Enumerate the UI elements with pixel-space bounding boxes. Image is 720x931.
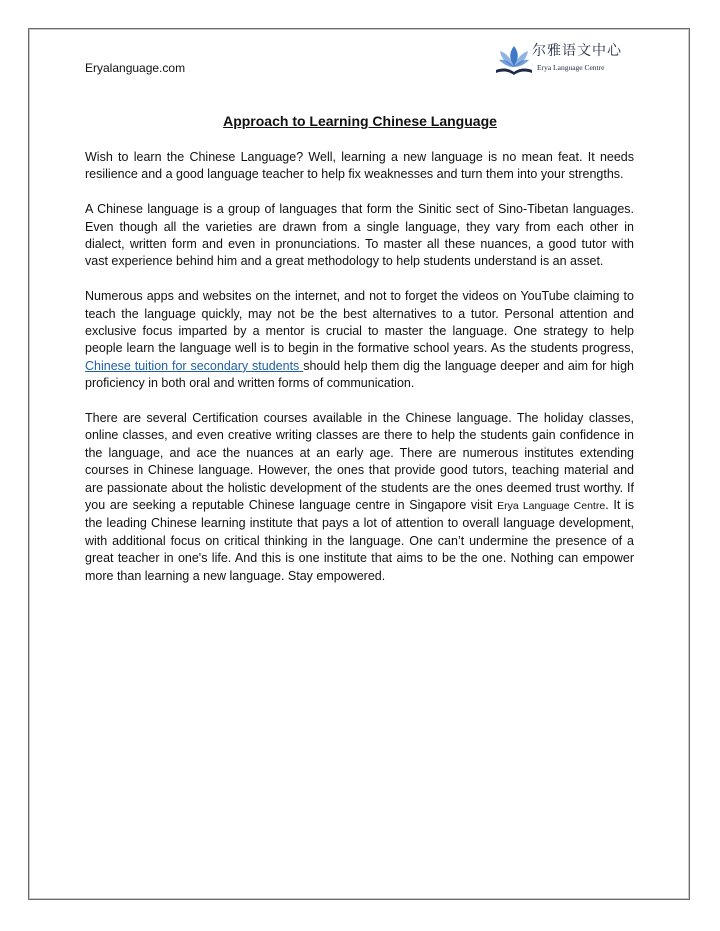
logo-chinese-text: 尔雅语文中心 (532, 43, 622, 59)
erya-centre-mention: Erya Language Centre (497, 500, 606, 513)
paragraph-3-text-b: should help them dig the language deeper and aim for high proficiency in both oral and written forms of communication. (85, 358, 634, 391)
chinese-tuition-link[interactable]: Chinese tuition for secondary students (85, 358, 304, 373)
paragraph-2: A Chinese language is a group of languages that form the Sinitic sect of Sino-Tibetan languages. Even though all the varieties are drawn from a single language, they vary from each other in dialect, written form and even in pronunciations. To master all these nuances, a good tutor with vast experience behind him and a great methodology to help students understand is an asset. (85, 202, 634, 269)
paragraph-4 (85, 410, 634, 585)
logo-english-text: Erya Language Centre (537, 63, 605, 72)
paragraph-1: Wish to learn the Chinese Language? Well, learning a new language is no mean feat. It needs resilience and a good language teacher to help fix weaknesses and turn them into your strengths. (85, 150, 634, 182)
erya-logo (492, 40, 632, 80)
paragraph-4-text-b: . It is the leading Chinese learning institute that pays a lot of attention to overall language development, with additional focus on critical thinking in the language. One can’t undermine the presence of a great teacher in one's life. And this is one institute that aims to be the one. Nothing can empower more than learning a new language. Stay empowered. (85, 498, 635, 583)
page-title-text: Approach to Learning Chinese Language (223, 113, 497, 129)
article-body (85, 149, 634, 603)
paragraph-3-text-a: Numerous apps and websites on the internet, and not to forget the videos on YouTube claiming to teach the language quickly, may not be the best alternatives to a tutor. Personal attention and exclusive focus imparted by a mentor is crucial to master the language. One strategy to help people learn the language well is to begin in the formative school years. As the students progress, (85, 289, 634, 356)
paragraph-4-text-a: There are several Certification courses available in the Chinese language. The holiday classes, online classes, and even creative writing classes are there to help the students gain confidence in the language, and ace the nuances at an early age. There are numerous institutes extending courses in Chinese language. However, the ones that provide good tutors, teaching material and are passionate about the holistic development of the students are the ones deemed trust worthy. If you are seeking a reputable Chinese language centre in Singapore visit (85, 411, 634, 513)
paragraph-3 (85, 288, 634, 392)
page-title (0, 113, 720, 129)
site-name: Eryalanguage.com (85, 61, 186, 75)
book-lotus-icon (492, 40, 536, 80)
